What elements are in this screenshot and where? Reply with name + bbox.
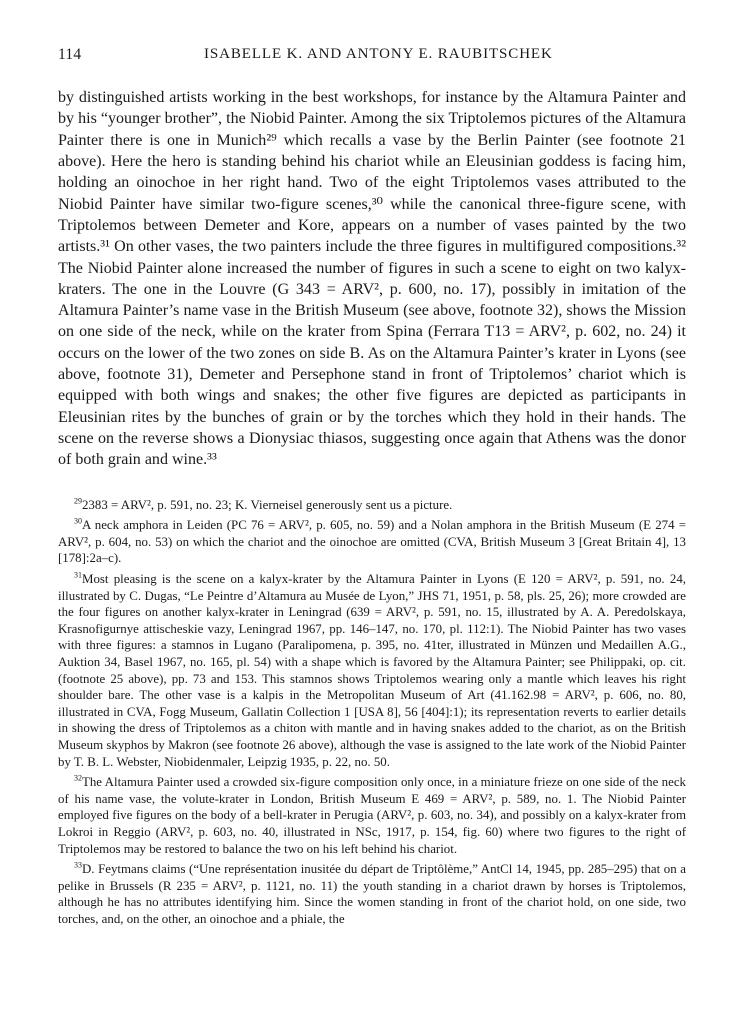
page-number: 114	[58, 46, 82, 63]
footnote-29	[58, 497, 686, 514]
footnote-33-number: 33	[74, 860, 82, 870]
page	[58, 46, 686, 931]
footnote-30-text: A neck amphora in Leiden (PC 76 = ARV², p. 605, no. 59) and a Nolan amphora in the British Museum (E 274 = ARV², p. 604, no. 53) on which the chariot and the oinochoe are omitted (CVA, British Museum 3 [Great Britain 4], 13 [178]:2a–c).	[58, 518, 686, 566]
footnote-33	[58, 861, 686, 927]
footnote-30-number: 30	[74, 516, 82, 526]
body-paragraph: by distinguished artists working in the best workshops, for instance by the Altamura Painter and by his “younger brother”, the Niobid Painter. Among the six Triptolemos pictures of the Altamura Painter there is one in Munich²⁹ which recalls a vase by the Berlin Painter (see footnote 21 above). Here the hero is standing behind his chariot while an Eleusinian goddess is facing him, holding an oinochoe in her right hand. Two of the eight Triptolemos vases attributed to the Niobid Painter have similar two-figure scenes,³⁰ while the canonical three-figure scene, with Triptolemos between Demeter and Kore, appears on a number of vases painted by the two artists.³¹ On other vases, the two painters include the three figures in multifigured compositions.³² The Niobid Painter alone increased the number of figures in such a scene to eight on two kalyx-kraters. The one in the Louvre (G 343 = ARV², p. 600, no. 17), possibly in imitation of the Altamura Painter’s name vase in the British Museum (see above, footnote 32), shows the Mission on one side of the neck, while on the krater from Spina (Ferrara T13 = ARV², p. 602, no. 24) it occurs on the lower of the two zones on side B. As on the Altamura Painter’s krater in Lyons (see above, footnote 31), Demeter and Persephone stand in front of Triptolemos’ chariot which is equipped with both wings and snakes; the other five figures are depicted as participants in Eleusinian rites by the bunches of grain or by the torches which they hold in their hands. The scene on the reverse shows a Dionysiac thiasos, suggesting once again that Athens was the donor of both grain and wine.³³	[58, 89, 686, 469]
main-text	[58, 87, 686, 471]
footnote-29-number: 29	[74, 496, 82, 506]
footnote-31	[58, 571, 686, 770]
page-header	[58, 46, 686, 68]
footnote-30	[58, 517, 686, 567]
footnotes	[58, 497, 686, 928]
running-head: ISABELLE K. AND ANTONY E. RAUBITSCHEK	[204, 46, 553, 62]
footnote-29-text: 2383 = ARV², p. 591, no. 23; K. Vierneisel generously sent us a picture.	[81, 497, 453, 512]
footnote-33-text: D. Feytmans claims (“Une représentation inusitée du départ de Triptôlème,” AntCl 14, 1945, pp. 285–295) that on a pelike in Brussels (R 235 = ARV², p. 1121, no. 11) the youth standing in a chariot drawn by horses is Triptolemos, although he has no attributes identifying him. Since the women standing in front of the chariot hold, on one side, two torches, and, on the other, an oinochoe and a phiale, the	[58, 862, 686, 926]
footnote-32	[58, 774, 686, 857]
footnote-32-number: 32	[74, 773, 82, 783]
footnote-32-text: The Altamura Painter used a crowded six-figure composition only once, in a miniature frieze on one side of the neck of his name vase, the volute-krater in London, British Museum E 469 = ARV², p. 589, no. 1. The Niobid Painter employed five figures on the body of a bell-krater in Perugia (ARV², p. 603, no. 34), and possibly on a kalyx-krater from Lokroi in Reggio (ARV², p. 603, no. 40, illustrated in NSc, 1917, p. 154, fig. 60) where two figures to the right of Triptolemos may be restored to balance the two on his left behind his chariot.	[58, 775, 686, 856]
footnote-31-number: 31	[74, 570, 82, 580]
footnote-31-text: Most pleasing is the scene on a kalyx-krater by the Altamura Painter in Lyons (E 120 = ARV², p. 591, no. 24, illustrated by C. Dugas, “Le Peintre d’Altamura au Musée de Lyon,” JHS 71, 1951, p. 58, pls. 25, 26); more crowded are the four figures on another kalyx-krater in Leningrad (639 = ARV², p. 591, no. 15, illustrated by A. A. Peredolskaya, Krasnofigurnye attischeskie vazy, Leningrad 1967, pp. 146–147, no. 170, pl. 112:1). The Niobid Painter has two vases with three figures: a stamnos in Lugano (Paralipomena, p. 395, no. 41ter, illustrated in Münzen und Medaillen A.G., Auktion 34, Basel 1967, no. 165, pl. 54) with a shape which is favored by the Altamura Painter; see Philippaki, op. cit. (footnote 25 above), pp. 73 and 153. This stamnos shows Triptolemos wearing only a mantle which leaves his right shoulder bare. The other vase is a kalpis in the Metropolitan Museum of Art (41.162.98 = ARV², p. 606, no. 80, illustrated in CVA, Fogg Museum, Gallatin Collection 1 [USA 8], 56 [404]:1); its representation reverts to earlier details in showing the dress of Triptolemos as a chiton with mantle and in having snakes added to the chariot, as on the British Museum skyphos by Makron (see footnote 26 above), although the vase is assigned to the late work of the Niobid Painter by T. B. L. Webster, Niobidenmaler, Leipzig 1935, p. 22, no. 50.	[58, 572, 686, 769]
